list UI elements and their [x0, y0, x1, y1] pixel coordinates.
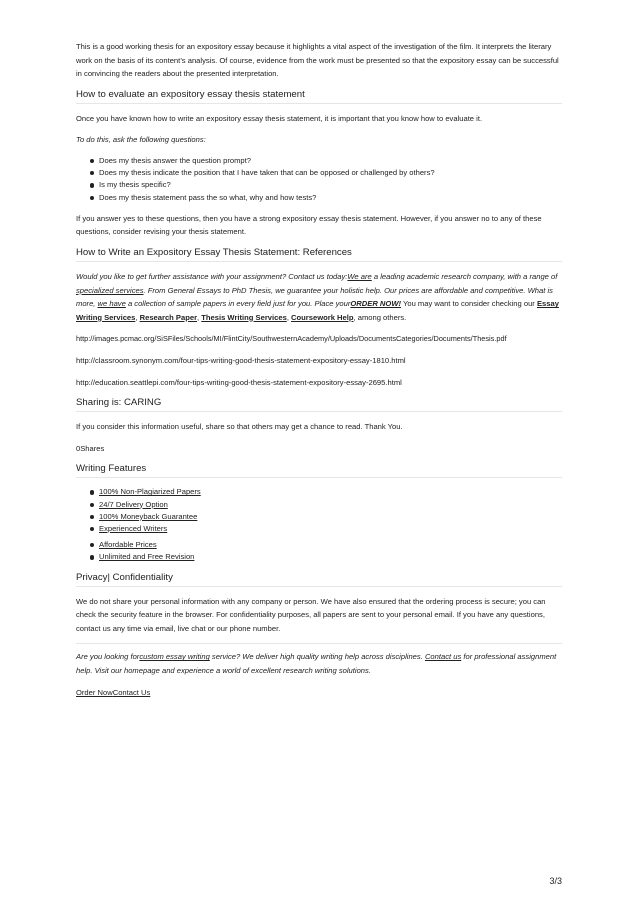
features-list [76, 486, 562, 535]
evaluate-heading: How to evaluate an expository essay thesis statement [76, 89, 562, 104]
we-are-link[interactable]: We are [347, 271, 372, 281]
custom-essay-writing-link[interactable]: custom essay writing [139, 652, 210, 662]
footer-links [76, 686, 562, 700]
list-item [90, 499, 562, 511]
intro-paragraph: This is a good working thesis for an expository essay because it highlights a vital aspect of the investigation of the film. It interprets the literary work on the basis of its content’s analysis. Of course, evidence from the work must be presented so that the expository essay can be successful in convincing the readers about the presented interpretation. [76, 42, 559, 79]
share-count: 0Shares [76, 443, 105, 453]
divider [76, 643, 562, 644]
list-item: Does my thesis answer the question prompt? [90, 155, 562, 167]
feature-link[interactable]: 100% Moneyback Guarantee [99, 511, 198, 521]
sharing-paragraph: If you consider this information useful, share so that others may get a chance to read. Thank You. [76, 422, 403, 432]
we-have-link[interactable]: we have [97, 299, 126, 309]
promo-comma: , [135, 312, 140, 322]
references-heading: How to Write an Expository Essay Thesis Statement: References [76, 247, 562, 262]
feature-link[interactable]: 100% Non-Plagiarized Papers [99, 487, 201, 497]
order-now-footer-link[interactable]: Order Now [76, 687, 113, 697]
reference-url: http://images.pcmac.org/SiSFiles/Schools/MI/FlintCity/SouthwesternAcademy/Uploads/DocumentsCategories/Documents/Thesis.pdf [76, 334, 507, 344]
list-item [90, 551, 562, 563]
list-item: Does my thesis statement pass the so what, why and how tests? [90, 192, 562, 204]
list-item [90, 523, 562, 535]
list-item [90, 511, 562, 523]
promo-text: , among others. [353, 312, 407, 322]
contact-us-inline-link[interactable]: Contact us [424, 652, 462, 662]
cta-text: for professional assignment help. Visit our homepage and experience a world of excellent research writing solutions. [76, 652, 557, 675]
evaluate-prompt: To do this, ask the following questions: [76, 135, 206, 145]
essay-writing-services-link[interactable]: Essay Writing Services [76, 299, 559, 322]
reference-url: http://education.seattlepi.com/four-tips-writing-good-thesis-statement-expository-essay-2695.html [76, 377, 402, 387]
feature-link[interactable]: 24/7 Delivery Option [99, 499, 168, 509]
list-item: Is my thesis specific? [90, 179, 562, 191]
feature-link[interactable]: Unlimited and Free Revision [99, 552, 195, 562]
specialized-services-link[interactable]: specialized services [76, 285, 144, 295]
document-page [76, 40, 562, 707]
list-item: Does my thesis indicate the position that I have taken that can be opposed or challenged by others? [90, 167, 562, 179]
research-paper-link[interactable]: Research Paper [139, 312, 198, 322]
promo-text: a leading academic research company, with a range of [371, 271, 558, 281]
features-list-2 [76, 539, 562, 563]
cta-text: service? We deliver high quality writing help across disciplines. [209, 652, 425, 662]
privacy-paragraph: We do not share your personal information with any company or person. We have also ensured that the ordering process is secure; you can check the security feature in the browser. For confidentiality purposes, all papers are sent to your personal email. If you have any questions, contact us any time via email, live chat or our phone number. [76, 596, 546, 633]
promo-paragraph [76, 270, 562, 324]
promo-comma: , [197, 312, 202, 322]
cta-text: Are you looking for [76, 652, 140, 662]
sharing-heading: Sharing is: CARING [76, 397, 562, 412]
feature-link[interactable]: Affordable Prices [99, 540, 157, 550]
evaluate-paragraph: Once you have known how to write an expository essay thesis statement, it is important that you know how to evaluate it. [76, 113, 483, 123]
promo-text: You may want to consider checking our [401, 299, 537, 309]
feature-link[interactable]: Experienced Writers [99, 523, 168, 533]
contact-us-footer-link[interactable]: Contact Us [112, 687, 151, 697]
features-heading: Writing Features [76, 463, 562, 478]
questions-list [76, 155, 562, 204]
thesis-writing-services-link[interactable]: Thesis Writing Services [201, 312, 287, 322]
promo-text: . From General Essays to PhD Thesis, we guarantee your holistic help. Our prices are affordable and competitive. What is more, [76, 285, 553, 309]
list-item [90, 539, 562, 551]
page-number: 3/3 [549, 876, 562, 886]
cta-paragraph [76, 650, 562, 677]
coursework-help-link[interactable]: Coursework Help [291, 312, 354, 322]
privacy-heading: Privacy| Confidentiality [76, 572, 562, 587]
list-item [90, 486, 562, 498]
promo-comma: , [286, 312, 292, 322]
promo-text: Would you like to get further assistance with your assignment? Contact us today: [76, 271, 348, 281]
reference-url: http://classroom.synonym.com/four-tips-writing-good-thesis-statement-expository-essay-1810.html [76, 355, 406, 365]
promo-text: a collection of sample papers in every field just for you. Place your [125, 299, 351, 309]
order-now-link[interactable]: ORDER NOW! [350, 299, 402, 309]
evaluate-closing: If you answer yes to these questions, then you have a strong expository essay thesis statement. However, if you answer no to any of these questions, consider revising your thesis statement. [76, 213, 542, 237]
